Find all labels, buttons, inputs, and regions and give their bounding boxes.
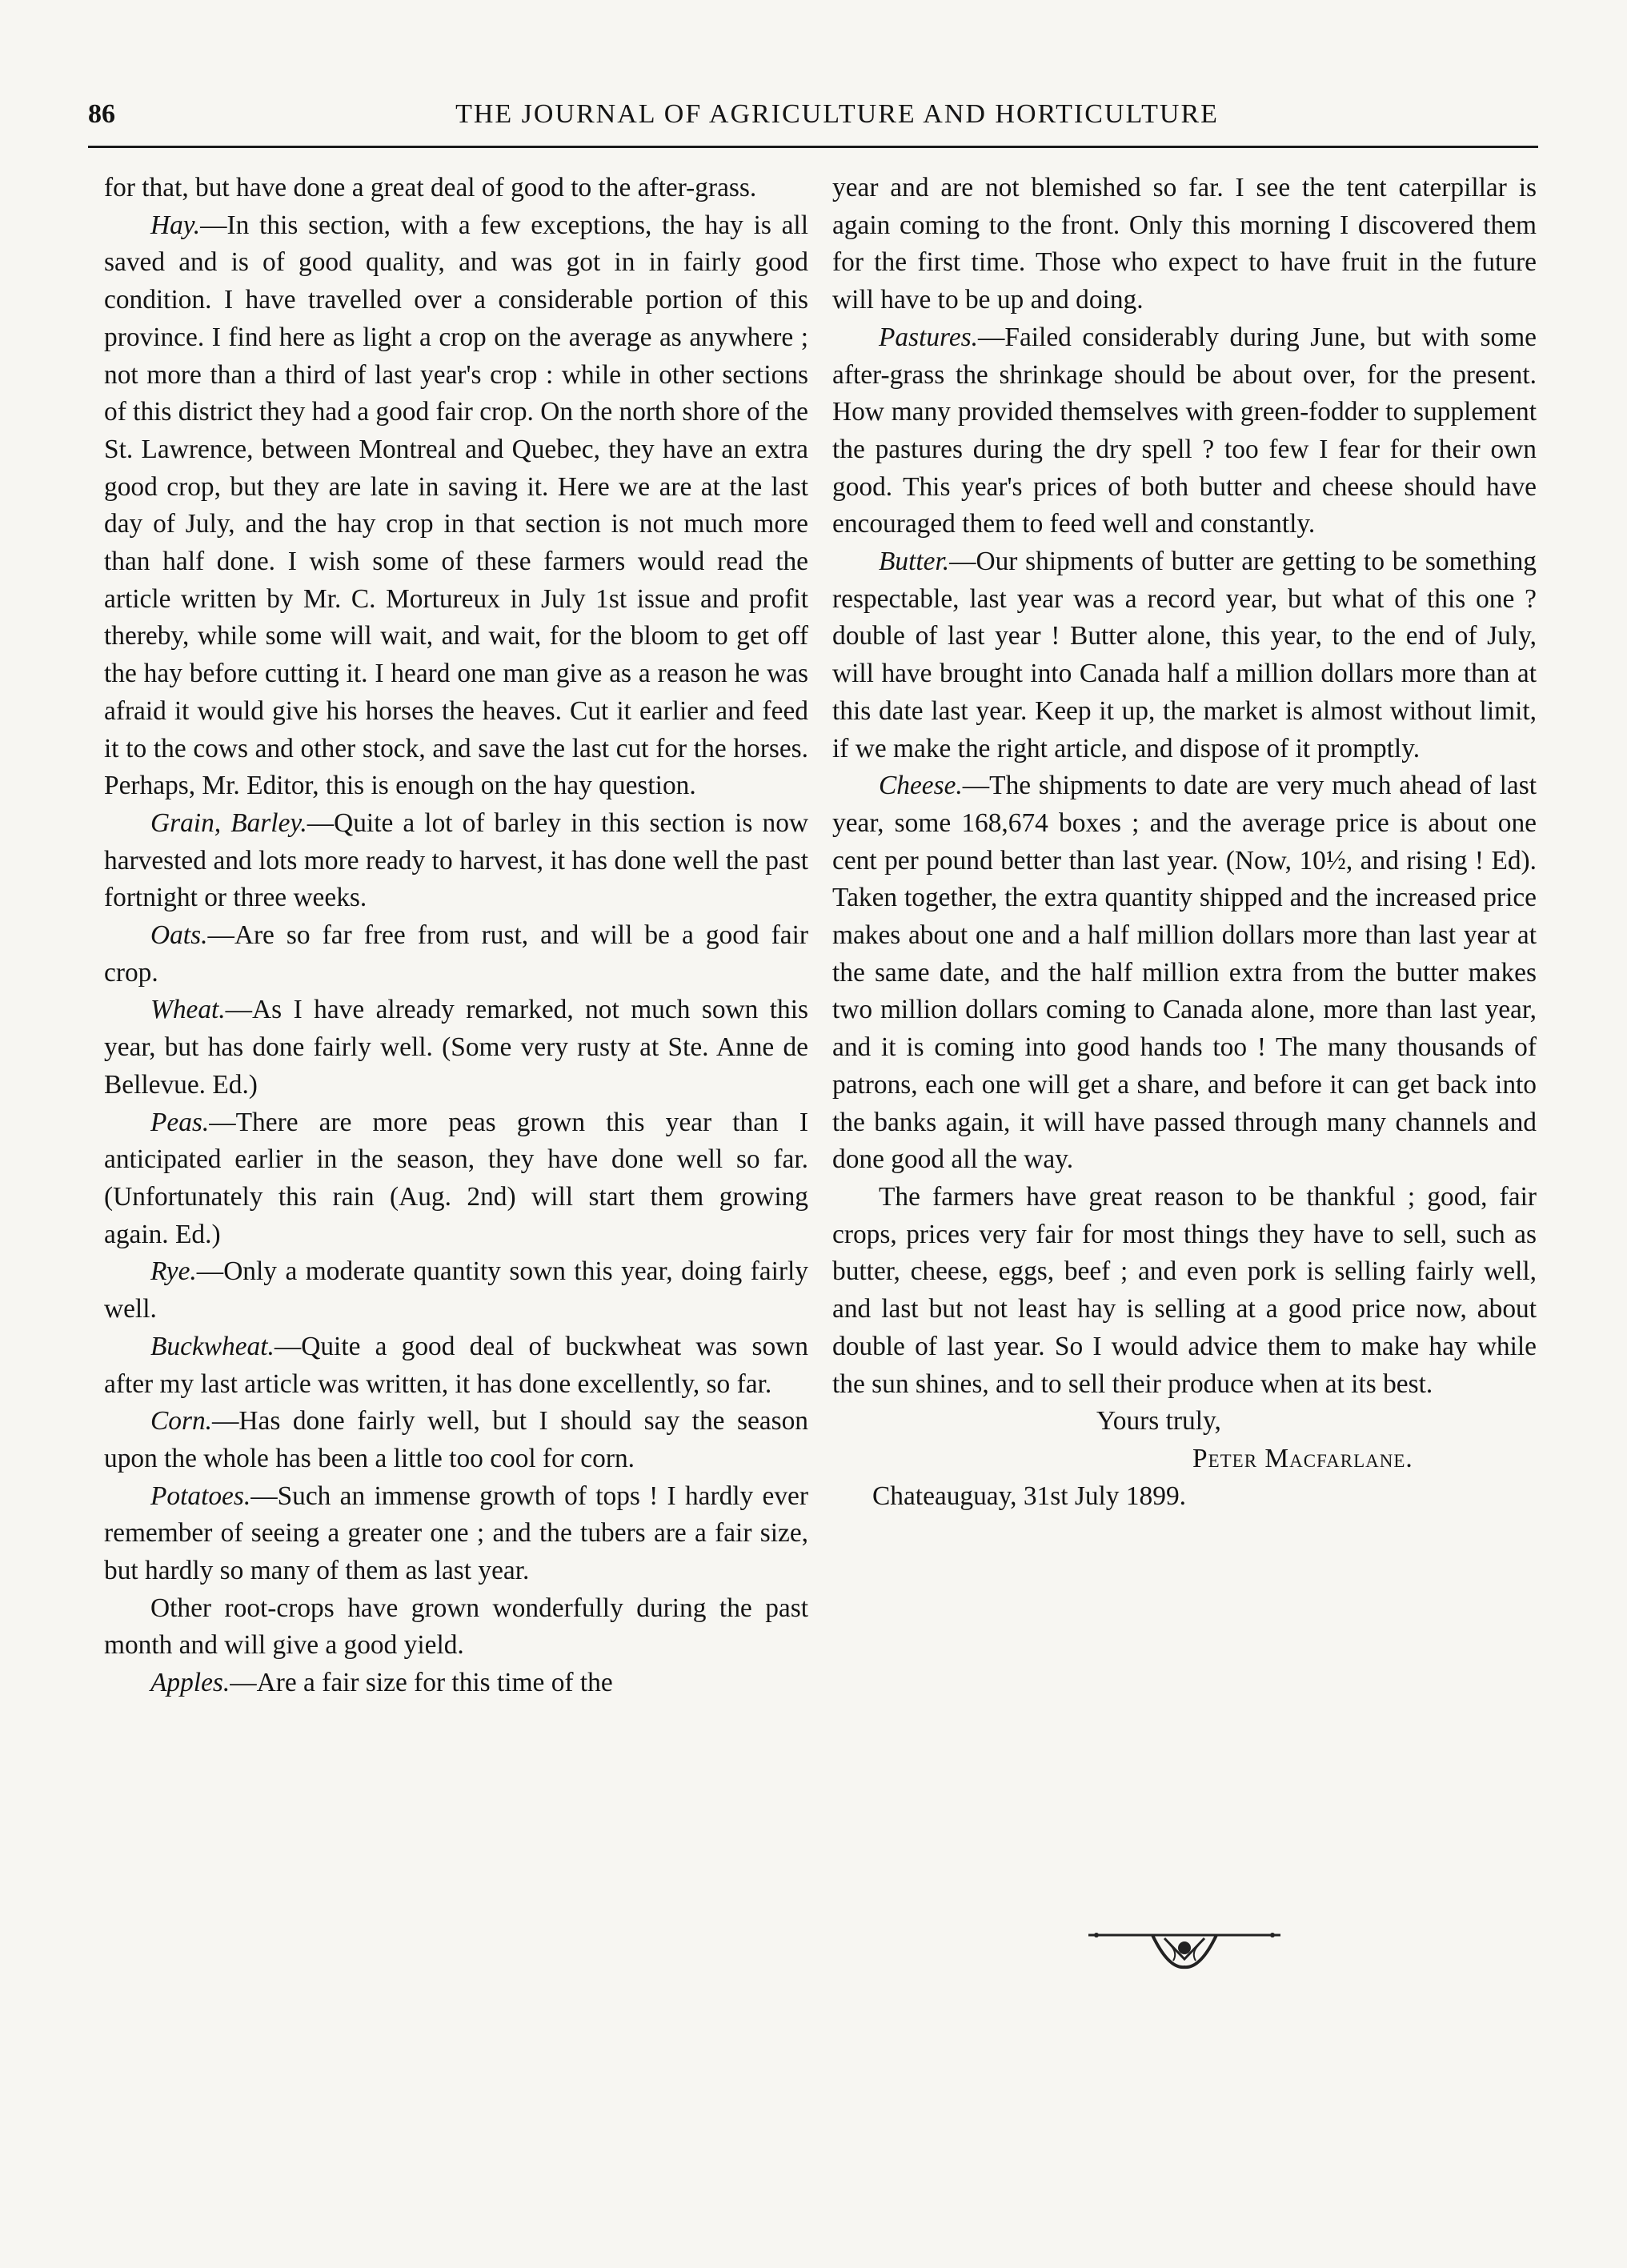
paragraph-text: —Failed considerably during June, but with some after-grass the shrinkage should be about over, for the present. How many provided themselves with green-fodder to supplement the pastures during the dry spell ? too few I fear for their own good. This year's prices of both butter and cheese should have encouraged them to feed well and constantly.	[832, 322, 1537, 539]
signature: Peter Macfarlane.	[1192, 1443, 1413, 1473]
paragraph	[104, 207, 808, 805]
paragraph-lead: Pastures.	[879, 322, 978, 352]
page-header	[88, 94, 1538, 142]
paragraph	[104, 805, 808, 917]
paragraph	[832, 1179, 1537, 1403]
paragraph-lead: Oats.	[150, 920, 208, 951]
paragraph-text: year and are not blemished so far. I see the tent caterpillar is again coming to the front. Only this morning I discovered them for the first time. Those who expect to have fruit in the future will have to be up and doing.	[832, 173, 1537, 315]
paragraph-text: —Quite a lot of barley in this section is now harvested and lots more ready to harvest, it has done well the past fortnight or three weeks.	[104, 807, 808, 913]
paragraph	[104, 1253, 808, 1328]
paragraph-text: —Only a moderate quantity sown this year, doing fairly well.	[104, 1256, 808, 1324]
paragraph-text: —Quite a good deal of buckwheat was sown after my last article was written, it has done excellently, so far.	[104, 1331, 808, 1399]
paragraph-lead: Peas.	[150, 1107, 210, 1137]
paragraph-text: —Our shipments of butter are getting to be something respectable, last year was a record year, but what of this one ? double of last year ! Butter alone, this year, to the end of July, will have brought into Canada half a million dollars more than at this date last year. Keep it up, the market is almost without limit, if we make the right article, and dispose of it promptly.	[832, 547, 1537, 763]
paragraph	[104, 992, 808, 1104]
right-column	[832, 170, 1537, 1515]
paragraph-lead: Potatoes.	[150, 1481, 251, 1511]
paragraph	[104, 1478, 808, 1590]
paragraph-text: —In this section, with a few exceptions, the hay is all saved and is of good quality, and was got in in fairly good condition. I have travelled over a considerable portion of this province. I find here as light a crop on the average as anywhere ; not more than a third of last year's crop : while in other sections of this district they had a good fair crop. On the north shore of the St. Lawrence, between Montreal and Quebec, they have an extra good crop, but they are late in saving it. Here we are at the last day of July, and the hay crop in that section is not much more than half done. I wish some of these farmers would read the article written by Mr. C. Mortureux in July 1st issue and profit thereby, while some will wait, and wait, for the bloom to get off the hay before cutting it. I heard one man give as a reason he was afraid it would give his horses the heaves. Cut it earlier and feed it to the cows and other stock, and save the last cut for the horses. Perhaps, Mr. Editor, this is enough on the hay question.	[104, 210, 808, 801]
running-title: THE JOURNAL OF AGRICULTURE AND HORTICULTURE	[455, 99, 1219, 129]
paragraph-text: The farmers have great reason to be thankful ; good, fair crops, prices very fair for most things they have to sell, such as butter, cheese, eggs, beef ; and even pork is selling fairly well, and last but not least hay is selling at a good price now, about double of last year. So I would advice them to make hay while the sun shines, and to sell their produce when at its best.	[832, 1181, 1537, 1399]
paragraph-lead: Cheese.	[879, 771, 963, 801]
paragraph-lead: Grain, Barley.	[150, 807, 307, 838]
paragraph	[104, 1665, 808, 1702]
paragraph-text: —Such an immense growth of tops ! I hardly ever remember of seeing a greater one ; and the tubers are a fair size, but hardly so many of them as last year.	[104, 1481, 808, 1586]
paragraph	[104, 1328, 808, 1403]
paragraph-text: for that, but have done a great deal of good to the after-grass.	[104, 173, 757, 202]
paragraph-lead: Wheat.	[150, 995, 226, 1025]
paragraph-lead: Apples.	[150, 1668, 230, 1698]
paragraph	[832, 543, 1537, 767]
ornament-icon	[1080, 1921, 1288, 1977]
paragraph	[104, 1403, 808, 1477]
header-rule	[88, 146, 1538, 148]
paragraph-lead: Hay.	[150, 210, 201, 240]
paragraph	[832, 170, 1537, 319]
paragraph-text: —There are more peas grown this year than I anticipated earlier in the season, they have done well so far. (Unfortunately this rain (Aug. 2nd) will start them growing again. Ed.)	[104, 1107, 808, 1249]
paragraph-lead: Rye.	[150, 1256, 197, 1287]
paragraph-text: Other root-crops have grown wonderfully during the past month and will give a good yield.	[104, 1593, 808, 1661]
paragraph	[832, 319, 1537, 543]
paragraph	[104, 1590, 808, 1665]
page-number: 86	[88, 99, 115, 129]
paragraph-text: —The shipments to date are very much ahead of last year, some 168,674 boxes ; and the average price is about one cent per pound better than last year. (Now, 10½, and rising ! Ed). Taken together, the extra quantity shipped and the increased price makes about one and a half million dollars more than last year at the same date, and the half million extra from the butter makes two million dollars coming to Canada alone, more than last year, and it is coming into good hands too ! The many thousands of patrons, each one will get a share, and before it can get back into the banks again, it will have passed through many channels and done good all the way.	[832, 771, 1537, 1175]
paragraph-text: —Has done fairly well, but I should say the season upon the whole has been a little too cool for corn.	[104, 1406, 808, 1473]
paragraph-text: —Are so far free from rust, and will be a good fair crop.	[104, 920, 808, 988]
paragraph	[104, 170, 808, 207]
paragraph-lead: Corn.	[150, 1406, 213, 1437]
paragraph	[104, 1104, 808, 1254]
paragraph-lead: Buckwheat.	[150, 1331, 275, 1361]
paragraph	[104, 917, 808, 992]
valediction: Yours truly,	[1096, 1406, 1221, 1437]
paragraph-lead: Butter.	[879, 547, 950, 577]
paragraph-text: —As I have already remarked, not much sown this year, but has done fairly well. (Some very rusty at Ste. Anne de Bellevue. Ed.)	[104, 995, 808, 1100]
paragraph	[832, 767, 1537, 1179]
left-column	[104, 170, 808, 1702]
paragraph-text: —Are a fair size for this time of the	[230, 1668, 613, 1698]
dateline: Chateauguay, 31st July 1899.	[872, 1481, 1186, 1511]
